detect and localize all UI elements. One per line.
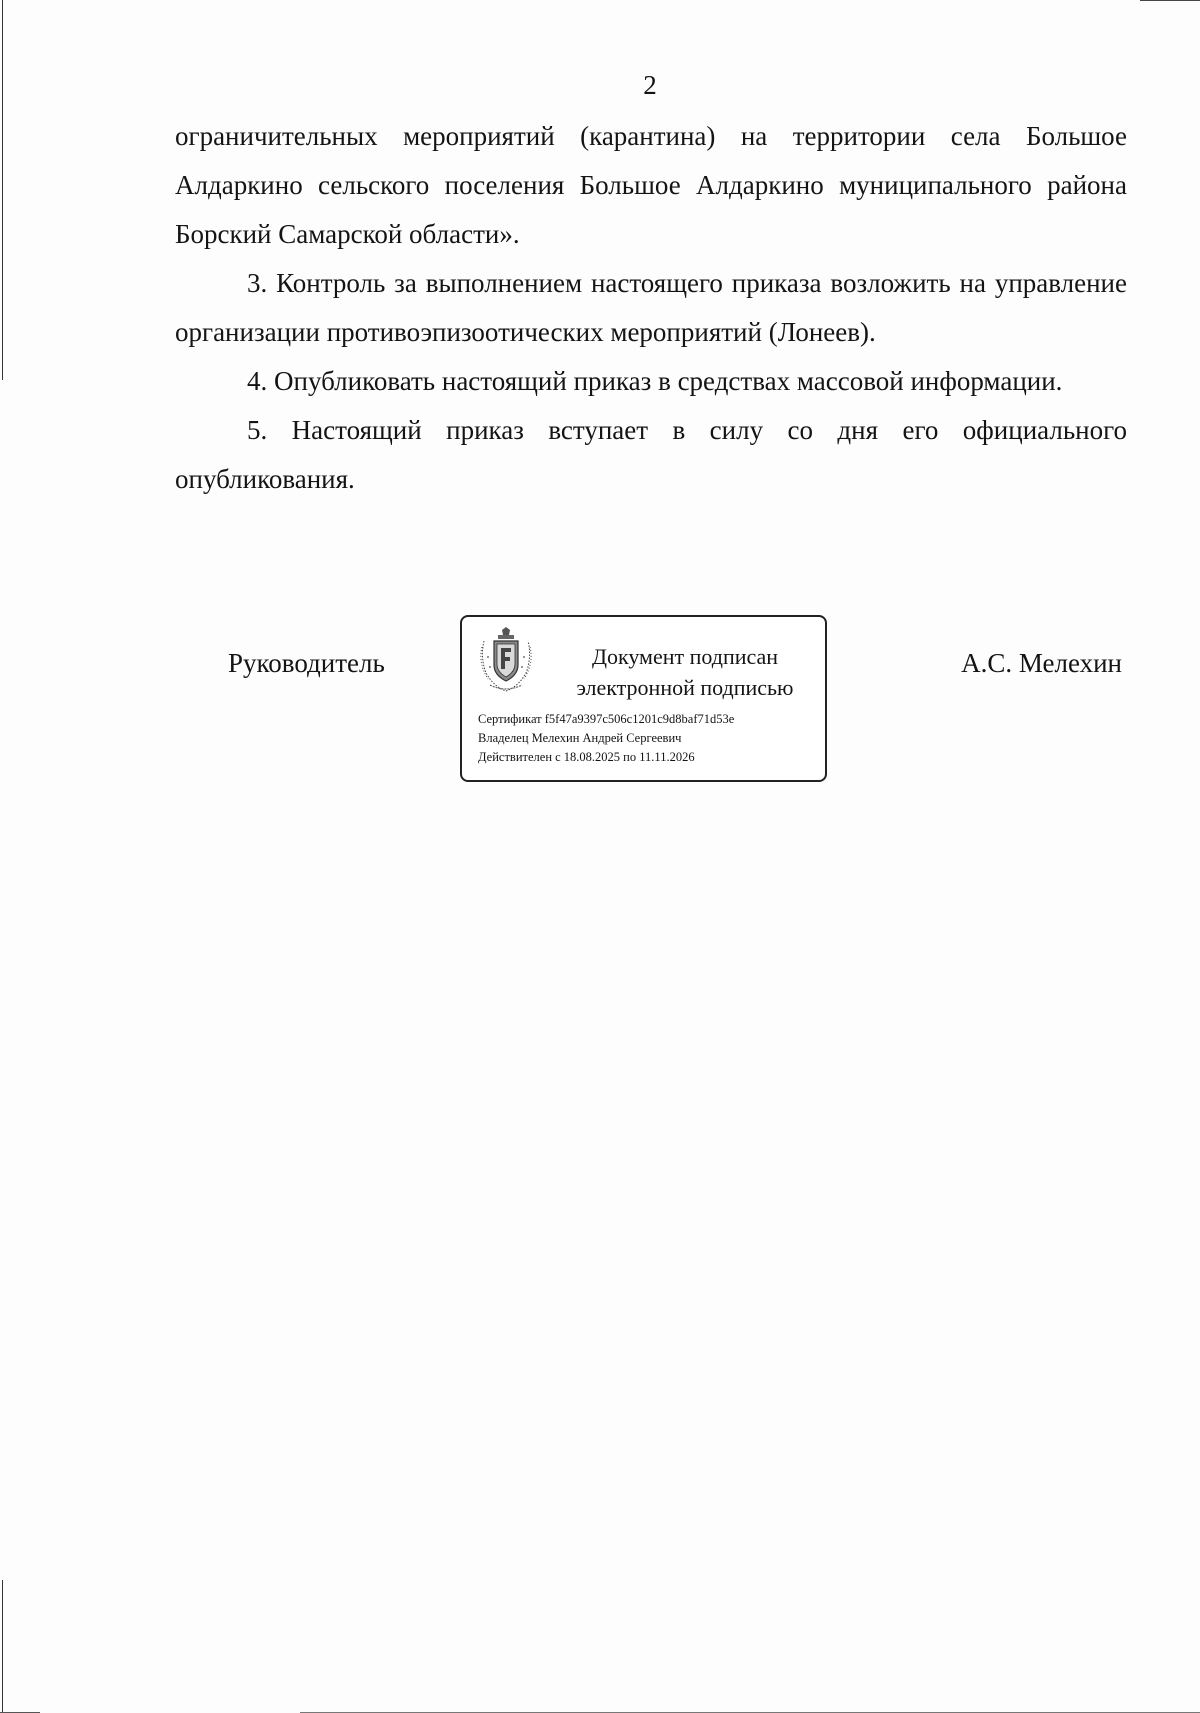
page-number: 2 [643, 70, 657, 100]
stamp-owner: Владелец Мелехин Андрей Сергеевич [478, 731, 682, 745]
scan-edge-left [2, 0, 3, 1713]
signatory-role: Руководитель [228, 648, 385, 678]
stamp-title-line-2: электронной подписью [576, 675, 794, 700]
stamp-details [478, 710, 734, 767]
stamp-title-line-1: Документ подписан [591, 644, 779, 669]
stamp-title [554, 641, 816, 703]
signatory-name: А.С. Мелехин [961, 648, 1122, 678]
paragraph-continuation: ограничительных мероприятий (карантина) на территории села Большое Алдаркино сельского поселения Большое Алдаркино муниципального района Борский Самарской области». [175, 121, 1127, 249]
paragraph-item-5: 5. Настоящий приказ вступает в силу со дня его официального опубликования. [175, 415, 1127, 494]
stamp-certificate: Сертификат f5f47a9397c506c1201c9d8baf71d53e [478, 712, 735, 726]
stamp-validity: Действителен с 18.08.2025 по 11.11.2026 [478, 750, 695, 764]
paragraph-item-4: 4. Опубликовать настоящий приказ в средствах массовой информации. [247, 366, 1063, 396]
scan-edge-top [1140, 0, 1200, 1]
electronic-signature-stamp [460, 615, 827, 782]
coat-of-arms-icon [476, 627, 536, 693]
paragraph-item-3: 3. Контроль за выполнением настоящего приказа возложить на управление организации противоэпизоотических мероприятий (Лонеев). [175, 268, 1127, 347]
document-body [175, 112, 1127, 504]
